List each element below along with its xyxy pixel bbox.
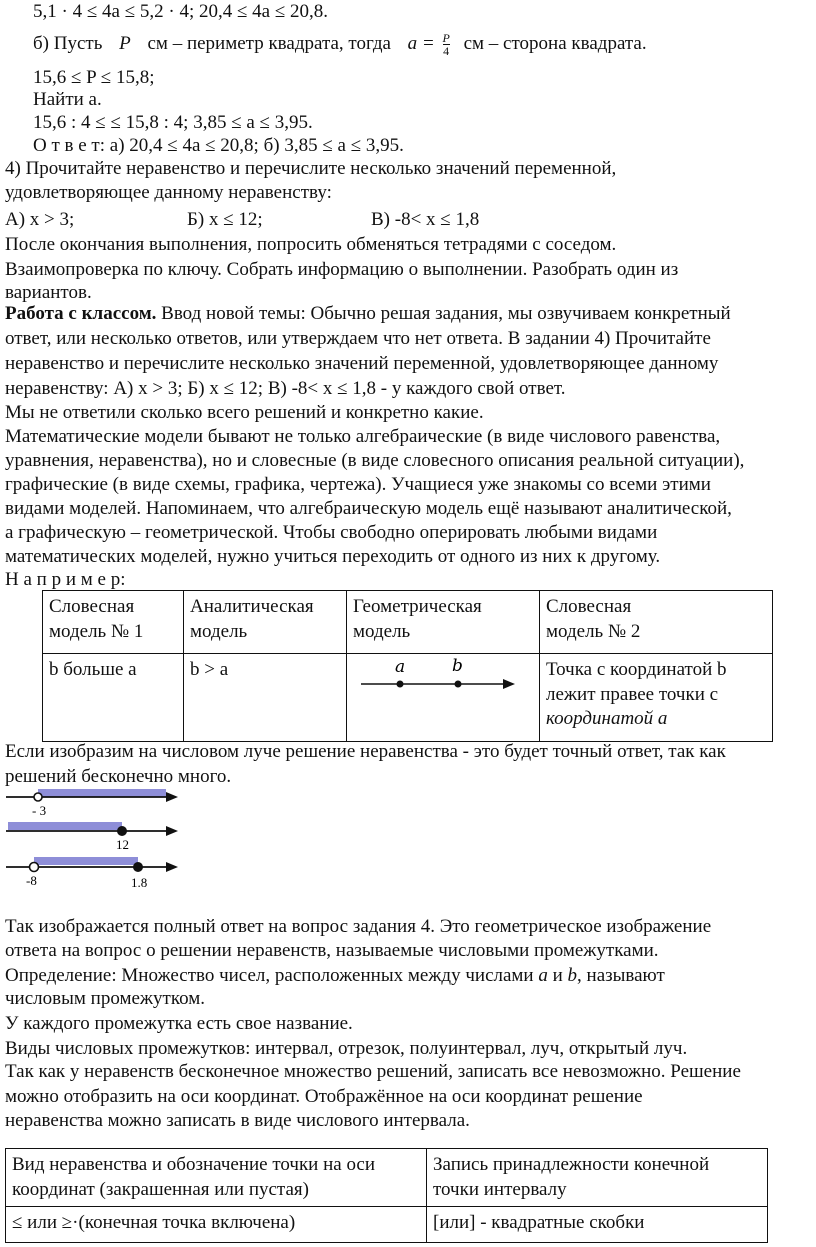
table-cell: b > a [184,654,347,742]
text-line [33,32,647,57]
point-a [397,681,404,688]
point-b-label: b [452,658,463,676]
cell-line: координатой a [546,708,668,729]
point-label: -8 [26,873,37,888]
text-line: удовлетворяющее данному неравенству: [5,182,332,203]
cell-line: Точка с координатой b [546,659,727,680]
cell-line: лежит правее точки с [546,683,719,705]
text-line: Найти a. [33,89,102,110]
text-line: Так изображается полный ответ на вопрос задания 4. Это геометрическое изображение [5,916,712,937]
table-cell [540,654,773,742]
table-header-row [43,591,773,654]
option-b: Б) x ≤ 12; [187,209,263,230]
text-line: У каждого промежутка есть свое название. [5,1013,353,1034]
option-c: В) -8< x ≤ 1,8 [371,209,480,230]
text-line: можно отобразить на оси координат. Отображённое на оси координат решение [5,1086,643,1107]
shaded-region [34,857,138,865]
cell-line: координат (закрашенная или пустая) [12,1178,309,1200]
text-line: уравнения, неравенства), но и словесные (в виде словесного описания реальной ситуации), [5,450,745,471]
variable: a [538,965,548,986]
table-header-cell: Словесная модель № 1 [43,591,184,654]
text-line: вариантов. [5,282,92,303]
text-line: решений бесконечно много. [5,766,232,787]
fraction [443,32,450,57]
text-fragment: и [552,965,563,986]
text-line: 4) Прочитайте неравенство и перечислите несколько значений переменной, [5,158,617,179]
models-table [42,590,773,742]
table-header-cell: Аналитическая модель [184,591,347,654]
closed-point [133,862,143,872]
text-line: ответа на вопрос о решении неравенств, называемые числовыми промежутками. [5,940,659,961]
table-row [6,1207,768,1243]
section-heading: Работа с классом. [5,303,157,324]
point-label: 12 [116,837,129,852]
text-line: Математические модели бывают не только алгебраические (в виде числового равенства, [5,426,721,447]
table-row [43,654,773,742]
table-cell: b больше a [43,654,184,742]
open-point [30,863,39,872]
table-header-cell [427,1149,768,1207]
text-line: Мы не ответили сколько всего решений и конкретно какие. [5,402,484,423]
table-cell: ≤ или ≥·(конечная точка включена) [6,1207,427,1243]
equation: a = [407,33,435,54]
cell-line: Запись принадлежности конечной [433,1154,710,1175]
text-line: О т в е т: а) 20,4 ≤ 4a ≤ 20,8; б) 3,85 ≤ a ≤ 3,95. [33,135,404,156]
table-header-row [6,1149,768,1207]
text-line: а графическую – геометрической. Чтобы свободно оперировать любыми видами [5,522,658,543]
text-line: неравенства можно записать в виде числового интервала. [5,1110,470,1131]
intervals-table [5,1148,768,1243]
point-label: 1.8 [131,875,148,890]
text-line [5,964,665,989]
cell-line: точки интервалу [433,1178,567,1200]
text-line: графические (в виде схемы, графика, чертежа). Учащиеся уже знакомы со всеми этими [5,474,711,495]
variable: P [119,33,131,54]
text-line: Взаимопроверка по ключу. Собрать информацию о выполнении. Разобрать один из [5,259,679,280]
shaded-region [38,789,166,797]
table-header-cell: Геометрическая модель [347,591,540,654]
arrow-head [166,826,178,836]
text-fragment: Ввод новой темы: Обычно решая задания, мы озвучиваем конкретный [156,303,731,324]
text-fragment: см – периметр квадрата, тогда [147,33,391,54]
point-a-label: a [395,658,406,677]
text-line: ответ, или несколько ответов, или утверждаем что нет ответа. В задании 4) Прочитайте [5,328,711,349]
text-line: Так как у неравенств бесконечное множество решений, записать все невозможно. Решение [5,1061,741,1082]
arrow-head [166,862,178,872]
text-line: 15,6 ≤ P ≤ 15,8; [33,67,155,88]
text-line [5,302,731,327]
text-fragment: , называют [577,965,665,986]
number-lines-figure [0,785,200,895]
text-line: неравенство и перечислите несколько значений переменной, удовлетворяющее данному [5,353,719,374]
text-line: 15,6 : 4 ≤ ≤ 15,8 : 4; 3,85 ≤ a ≤ 3,95. [33,112,313,133]
text-line: Если изобразим на числовом луче решение неравенства - это будет точный ответ, так как [5,741,726,762]
variable: b [567,965,578,986]
text-fragment: см – сторона квадрата. [463,33,647,54]
text-line: математических моделей, нужно учиться переходить от одного из них к другому. [5,546,661,567]
table-header-cell [6,1149,427,1207]
open-point [34,793,42,801]
text-line: После окончания выполнения, попросить обменяться тетрадями с соседом. [5,234,617,255]
table-header-cell: Словесная модель № 2 [540,591,773,654]
text-fragment: Определение: Множество чисел, расположенных между числами [5,965,534,986]
text-line: 5,1 · 4 ≤ 4a ≤ 5,2 · 4; 20,4 ≤ 4a ≤ 20,8. [33,1,329,22]
text-line: Н а п р и м е р: [5,569,126,590]
fraction-denominator: 4 [443,44,450,59]
cell-line: Вид неравенства и обозначение точки на оси [12,1154,376,1175]
text-line: Виды числовых промежутков: интервал, отрезок, полуинтервал, луч, открытый луч. [5,1038,688,1059]
arrow-head [166,792,178,802]
closed-point [117,826,127,836]
number-line-diagram [347,658,527,698]
text-line: неравенству: А) x > 3; Б) x ≤ 12; В) -8< x ≤ 1,8 - у каждого свой ответ. [5,378,566,399]
point-label: - 3 [32,803,47,818]
point-b [455,681,462,688]
table-cell: [или] - квадратные скобки [427,1207,768,1243]
shaded-region [8,822,122,830]
arrow-head [503,679,515,689]
option-a: А) x > 3; [5,209,75,230]
number-line-cell [347,654,540,742]
text-line: числовым промежутком. [5,988,206,1009]
fraction-numerator: P [442,31,450,46]
text-fragment: б) Пусть [33,33,103,54]
text-line: видами моделей. Напоминаем, что алгебраическую модель ещё называют аналитической, [5,498,732,519]
